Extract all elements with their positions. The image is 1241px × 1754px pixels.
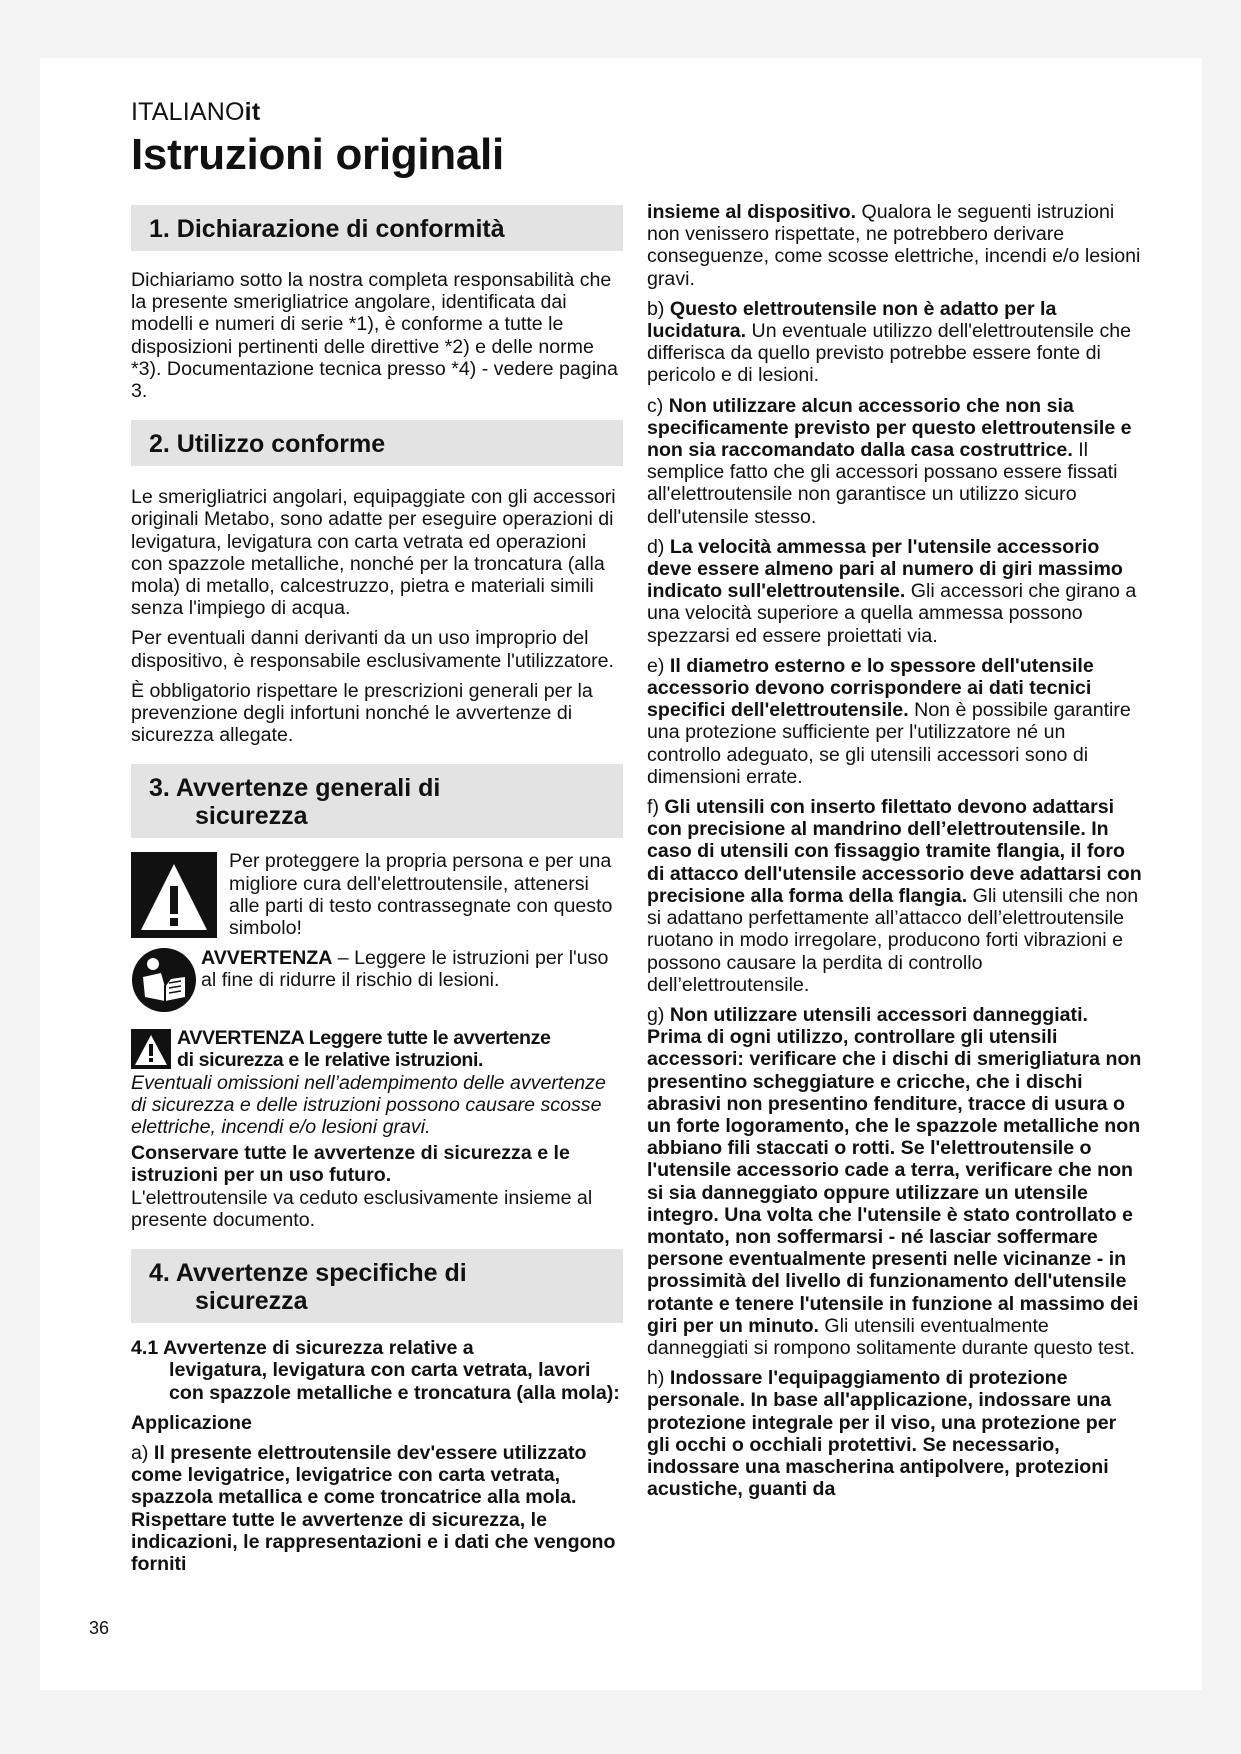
section-2-paragraph-2: Per eventuali danni derivanti da un uso improprio del dispositivo, è responsabile esclusivamente l'utilizzatore.: [131, 627, 614, 672]
left-column: [131, 205, 623, 1575]
right-column: [647, 201, 1143, 1500]
warning-symbol-text: Per proteggere la propria persona e per una migliore cura dell'elettroutensile, attenersi alle parti di testo contrassegnate con questo simbolo!: [229, 850, 613, 940]
item-a-continuation: [647, 201, 1143, 290]
subsection-4-1-line-2: levigatura, levigatura con carta vetrata, lavori con spazzole metalliche e troncatura (alla mola):: [169, 1359, 620, 1404]
read-manual-note: [131, 947, 623, 1013]
item-g: [647, 1004, 1143, 1359]
item-a-bold: Il presente elettroutensile dev'essere utilizzato come levigatrice, levigatrice con carta vetrata, spazzola metallica e come troncatrice alla mola. Rispettare tutte le avvertenze di sicurezza, le indicazioni, le rappresentazioni e i dati che vengono forniti: [131, 1441, 616, 1575]
item-h-prefix: h): [647, 1367, 670, 1390]
item-e: [647, 655, 1143, 788]
item-e-prefix: e): [647, 654, 670, 677]
section-2-paragraph-1: Le smerigliatrici angolari, equipaggiate con gli accessori originali Metabo, sono adatte per eseguire operazioni di levigatura, levigatura con carta vetrata ed operazioni con spazzole metalliche, nonché per la troncatura (alla mola) di metallo, calcestruzzo, pietra e materiali simili senza l'impiego di acqua.: [131, 486, 616, 620]
section-3-heading-line-2: sicurezza: [195, 802, 308, 831]
item-c-bold: Non utilizzare alcun accessorio che non sia specificamente previsto per questo elettroutensile e non sia raccomandato dalla casa costruttrice.: [647, 394, 1132, 462]
section-3-heading: [131, 764, 623, 838]
page-title: Istruzioni originali: [131, 130, 504, 179]
section-4-heading-line-2: sicurezza: [195, 1287, 308, 1316]
item-b-bold: Questo elettroutensile non è adatto per la lucidatura.: [647, 297, 1057, 343]
warning-triangle-icon: [131, 852, 217, 938]
item-g-prefix: g): [647, 1003, 670, 1026]
item-d: [647, 536, 1143, 647]
item-a: [131, 1442, 623, 1575]
item-d-text: Gli accessori che girano a una velocità superiore a quella ammessa possono spezzarsi ed essere proiettati via.: [647, 580, 1137, 647]
warning-symbol-note: [131, 850, 623, 939]
item-f: [647, 796, 1143, 996]
item-d-bold: La velocità ammessa per l'utensile accessorio deve essere almeno pari al numero di giri massimo indicato sull'elettroutensile.: [647, 535, 1123, 603]
item-c: [647, 395, 1143, 528]
item-g-text: Gli utensili eventualmente danneggiati si rompono solitamente durante questo test.: [647, 1314, 1135, 1359]
section-4-heading: [131, 1249, 623, 1323]
item-g-bold: Non utilizzare utensili accessori danneggiati. Prima di ogni utilizzo, controllare gli utensili accessori: verificare che i dischi di smerigliatura non presentino scheggiature e cricche, che i dischi abrasivi non presentino fenditure, tracce di usura o un forte logoramento, che le spazzole metalliche non abbiano fili staccati o rotti. Se l'elettroutensile o l'utensile accessorio cade a terra, verificare che non si sia danneggiato oppure utilizzare un utensile integro. Una volta che l'utensile è stato controllato e montato, non soffermarsi - né lasciar soffermare persone eventualmente presenti nelle vicinanze - in prossimità del livello di funzionamento dell'utensile rotante e tenere l'utensile in funzione al massimo dei giri per un minuto.: [647, 1003, 1142, 1337]
warning-small-icon: [131, 1029, 171, 1069]
section-2-paragraph-3: È obbligatorio rispettare le prescrizioni generali per la prevenzione degli infortuni nonché le avvertenze di sicurezza allegate.: [131, 679, 593, 747]
item-h-bold: Indossare l'equipaggiamento di protezione personale. In base all'applicazione, indossare una protezione integrale per il viso, una protezione per gli occhi o occhiali protettivi. Se necessario, indossare una mascherina antipolvere, protezioni acustiche, guanti da: [647, 1367, 1117, 1501]
page-number: 36: [89, 1618, 110, 1638]
item-f-text: Gli utensili che non si adattano perfettamente all’attacco dell’elettroutensile ruotano in modo irregolare, producono forti vibrazioni e possono causare la perdita di controllo dell’elettroutensile.: [647, 884, 1139, 996]
general-warning: [131, 1027, 623, 1071]
item-d-prefix: d): [647, 535, 670, 558]
item-b-prefix: b): [647, 297, 670, 320]
section-2-heading: 2. Utilizzo conforme: [131, 420, 623, 466]
item-b-text: Un eventuale utilizzo dell'elettroutensile che differisca da quello previsto potrebbe essere fonte di pericolo e di lesioni.: [647, 320, 1132, 387]
language-name: ITALIANO: [131, 98, 245, 126]
item-c-prefix: c): [647, 394, 669, 417]
section-3-heading-line-1: 3. Avvertenze generali di: [149, 774, 441, 803]
item-h: [647, 1367, 1143, 1500]
item-a-cont-bold: insieme al dispositivo.: [647, 201, 857, 223]
item-e-text: Non è possibile garantire una protezione sufficiente per l'utilizzatore né un controllo adeguato, se gli utensili accessori sono di dimensioni errate.: [647, 699, 1131, 788]
item-e-bold: Il diametro esterno e lo spessore dell'utensile accessorio devono corrispondere ai dati tecnici specifici dell'elettroutensile.: [647, 654, 1094, 722]
read-manual-text: – Leggere le istruzioni per l'uso al fine di ridurre il rischio di lesioni.: [201, 947, 609, 992]
section-4-heading-line-1: 4. Avvertenze specifiche di: [149, 1259, 467, 1288]
item-f-bold: Gli utensili con inserto filettato devono adattarsi con precisione al mandrino dell’elettroutensile. In caso di utensili con fissaggio tramite flangia, il foro di attacco dell'utensile accessorio deve adattarsi con precisione alla forma della flangia.: [647, 796, 1142, 907]
hand-over-text: L'elettroutensile va ceduto esclusivamente insieme al presente documento.: [131, 1186, 593, 1231]
language-label: [131, 98, 260, 127]
language-code: it: [244, 98, 261, 126]
read-manual-label: AVVERTENZA: [201, 947, 333, 970]
section-1-text: Dichiariamo sotto la nostra completa responsabilità che la presente smerigliatrice angolare, identificata dai modelli e numeri di serie *1), è conforme a tutte le disposizioni pertinenti delle direttive *2) e delle norme *3). Documentazione tecnica presso *4) - vedere pagina 3.: [131, 269, 618, 403]
item-b: [647, 298, 1143, 387]
item-a-prefix: a): [131, 1441, 154, 1464]
general-warning-italic: Eventuali omissioni nell’adempimento delle avvertenze di sicurezza e delle istruzioni possono causare scosse elettriche, incendi e/o lesioni gravi.: [131, 1071, 606, 1139]
item-c-text: Il semplice fatto che gli accessori possano essere fissati all'elettroutensile non garantisce un utilizzo sicuro dell'utensile stesso.: [647, 439, 1118, 528]
item-f-prefix: f): [647, 796, 665, 819]
section-1-heading: 1. Dichiarazione di conformità: [131, 205, 623, 251]
item-a-cont-text: Qualora le seguenti istruzioni non venissero rispettate, ne potrebbero derivare conseguenze, come scosse elettriche, incendi e/o lesioni gravi.: [647, 201, 1141, 290]
read-manual-icon: [131, 947, 197, 1013]
subsection-4-1-heading: [131, 1337, 623, 1404]
subsection-4-1-line-1: 4.1 Avvertenze di sicurezza relative a: [131, 1337, 474, 1360]
general-warning-line-1: AVVERTENZA Leggere tutte le avvertenze: [177, 1027, 551, 1050]
application-heading: Applicazione: [131, 1411, 252, 1434]
general-warning-line-2: di sicurezza e le relative istruzioni.: [177, 1049, 484, 1072]
keep-instructions-text: Conservare tutte le avvertenze di sicurezza e le istruzioni per un uso futuro.: [131, 1142, 570, 1187]
